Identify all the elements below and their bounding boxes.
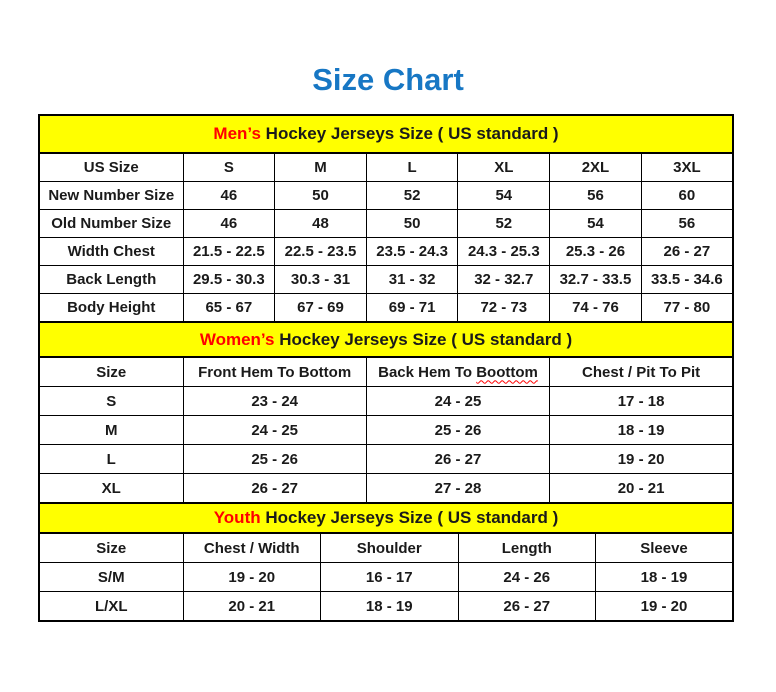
youth-section-band	[39, 503, 733, 533]
data-cell: 19 - 20	[183, 563, 321, 592]
row-label-cell: Old Number Size	[39, 210, 183, 238]
data-cell: 25 - 26	[183, 445, 366, 474]
data-cell: 16 - 17	[321, 563, 459, 592]
back-hem-prefix: Back Hem To	[378, 363, 477, 381]
row-label-cell: XL	[39, 474, 183, 504]
data-cell: 72 - 73	[458, 294, 550, 323]
data-cell: 54	[550, 210, 642, 238]
youth-band-rest: Hockey Jerseys Size ( US standard )	[260, 508, 559, 527]
data-cell: 48	[275, 210, 367, 238]
data-cell: 26 - 27	[458, 592, 596, 622]
youth-band-highlight: Youth	[213, 508, 261, 527]
data-cell: 31 - 32	[366, 266, 458, 294]
column-header-cell: Length	[458, 533, 596, 563]
data-cell: 26 - 27	[366, 445, 549, 474]
data-cell: 50	[275, 182, 367, 210]
row-label-cell: S	[39, 387, 183, 416]
data-cell: 25.3 - 26	[550, 238, 642, 266]
table-row	[39, 445, 733, 474]
youth-size-table	[38, 502, 734, 622]
data-cell: 25 - 26	[366, 416, 549, 445]
column-header-cell: US Size	[39, 153, 183, 182]
column-header-cell: M	[275, 153, 367, 182]
mens-header-row	[39, 153, 733, 182]
data-cell: 56	[641, 210, 733, 238]
womens-section-band	[39, 322, 733, 357]
mens-section-band	[39, 115, 733, 153]
data-cell: 23 - 24	[183, 387, 366, 416]
table-row	[39, 563, 733, 592]
data-cell: 19 - 20	[596, 592, 734, 622]
data-cell: 67 - 69	[275, 294, 367, 323]
column-header-cell: Size	[39, 357, 183, 387]
data-cell: 27 - 28	[366, 474, 549, 504]
data-cell: 32.7 - 33.5	[550, 266, 642, 294]
data-cell: 65 - 67	[183, 294, 275, 323]
row-label-cell: Back Length	[39, 266, 183, 294]
column-header-cell: 3XL	[641, 153, 733, 182]
table-row	[39, 238, 733, 266]
data-cell: 23.5 - 24.3	[366, 238, 458, 266]
data-cell: 24 - 26	[458, 563, 596, 592]
data-cell: 24.3 - 25.3	[458, 238, 550, 266]
data-cell: 26 - 27	[641, 238, 733, 266]
row-label-cell: L/XL	[39, 592, 183, 622]
data-cell: 24 - 25	[366, 387, 549, 416]
data-cell: 46	[183, 210, 275, 238]
column-header-cell: L	[366, 153, 458, 182]
row-label-cell: Body Height	[39, 294, 183, 323]
womens-section-band-row	[39, 322, 733, 357]
data-cell: 52	[366, 182, 458, 210]
size-chart-tables	[38, 114, 734, 622]
data-cell: 20 - 21	[183, 592, 321, 622]
row-label-cell: L	[39, 445, 183, 474]
data-cell: 33.5 - 34.6	[641, 266, 733, 294]
womens-band-rest: Hockey Jerseys Size ( US standard )	[274, 329, 573, 349]
mens-band-highlight: Men’s	[213, 124, 261, 143]
data-cell: 30.3 - 31	[275, 266, 367, 294]
column-header-cell: 2XL	[550, 153, 642, 182]
data-cell: 46	[183, 182, 275, 210]
mens-band-rest: Hockey Jerseys Size ( US standard )	[260, 124, 559, 143]
table-row	[39, 210, 733, 238]
column-header-cell: Front Hem To Bottom	[183, 357, 366, 387]
column-header-cell: Chest / Width	[183, 533, 321, 563]
table-row	[39, 416, 733, 445]
data-cell: 17 - 18	[550, 387, 733, 416]
row-label-cell: Width Chest	[39, 238, 183, 266]
row-label-cell: New Number Size	[39, 182, 183, 210]
data-cell: 74 - 76	[550, 294, 642, 323]
youth-section-band-row	[39, 503, 733, 533]
mens-size-table	[38, 114, 734, 323]
data-cell: 20 - 21	[550, 474, 733, 504]
womens-band-highlight: Women’s	[199, 329, 275, 349]
data-cell: 18 - 19	[596, 563, 734, 592]
youth-header-row	[39, 533, 733, 563]
table-row	[39, 182, 733, 210]
data-cell: 56	[550, 182, 642, 210]
data-cell: 18 - 19	[321, 592, 459, 622]
data-cell: 22.5 - 23.5	[275, 238, 367, 266]
data-cell: 26 - 27	[183, 474, 366, 504]
womens-size-table	[38, 321, 734, 504]
data-cell: 54	[458, 182, 550, 210]
table-row	[39, 592, 733, 622]
data-cell: 29.5 - 30.3	[183, 266, 275, 294]
mens-section-band-row	[39, 115, 733, 153]
data-cell: 69 - 71	[366, 294, 458, 323]
table-row	[39, 294, 733, 323]
data-cell: 50	[366, 210, 458, 238]
data-cell: 19 - 20	[550, 445, 733, 474]
column-header-cell	[366, 357, 549, 387]
table-row	[39, 266, 733, 294]
table-row	[39, 387, 733, 416]
column-header-cell: S	[183, 153, 275, 182]
data-cell: 77 - 80	[641, 294, 733, 323]
data-cell: 24 - 25	[183, 416, 366, 445]
data-cell: 21.5 - 22.5	[183, 238, 275, 266]
page-title: Size Chart	[312, 62, 464, 97]
column-header-cell: Shoulder	[321, 533, 459, 563]
column-header-cell: Size	[39, 533, 183, 563]
womens-header-row	[39, 357, 733, 387]
table-row	[39, 474, 733, 504]
data-cell: 18 - 19	[550, 416, 733, 445]
row-label-cell: M	[39, 416, 183, 445]
data-cell: 52	[458, 210, 550, 238]
column-header-cell: XL	[458, 153, 550, 182]
column-header-cell: Sleeve	[596, 533, 734, 563]
column-header-cell: Chest / Pit To Pit	[550, 357, 733, 387]
data-cell: 60	[641, 182, 733, 210]
data-cell: 32 - 32.7	[458, 266, 550, 294]
misspelled-word: Boottom	[476, 363, 538, 381]
row-label-cell: S/M	[39, 563, 183, 592]
